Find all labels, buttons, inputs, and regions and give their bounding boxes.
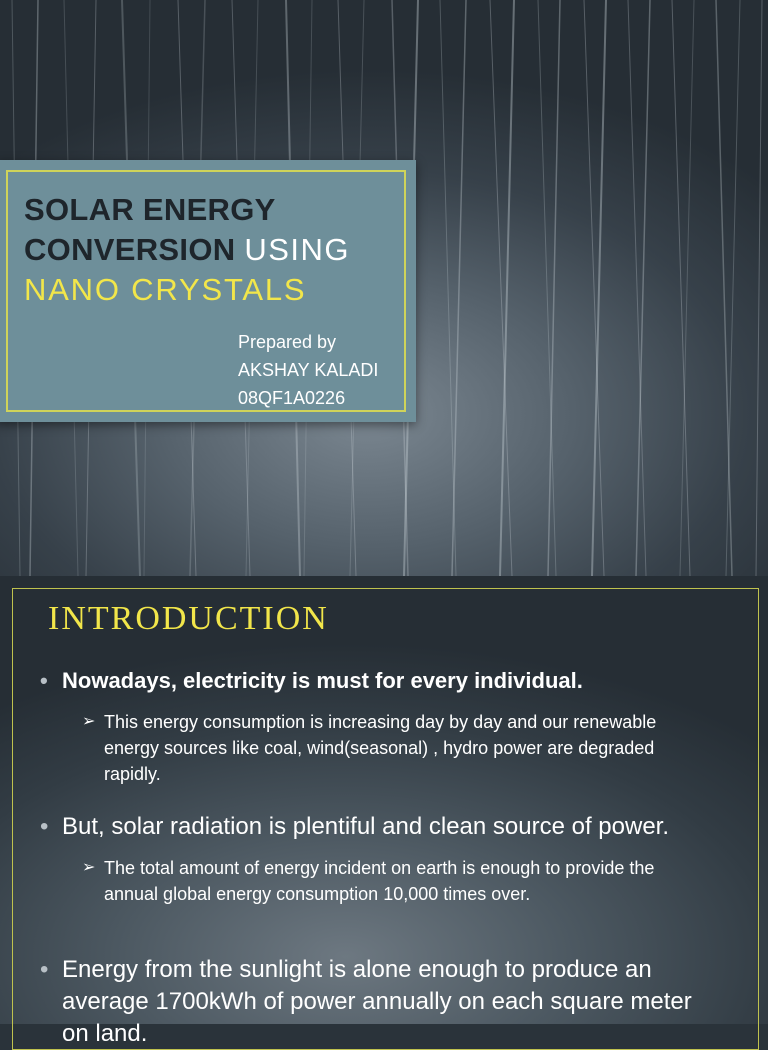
slide-heading: INTRODUCTION	[48, 600, 329, 637]
prepared-by-label: Prepared by	[238, 332, 337, 352]
author-block	[238, 328, 378, 412]
sub-bullet-1-text: This energy consumption is increasing day by day and our renewable energy sources like coal, wind(seasonal) , hydro power are degraded rapidly.	[104, 712, 657, 784]
title-line-2b: USING	[244, 232, 351, 267]
title-line-1: SOLAR ENERGY	[24, 192, 276, 227]
author-name: AKSHAY KALADI	[238, 360, 379, 380]
sub-bullet-1	[82, 709, 684, 787]
arrow-bullet-icon: ➢	[82, 859, 96, 876]
sub-bullet-2	[82, 855, 684, 907]
introduction-slide	[0, 576, 768, 1047]
title-line-3: NANO CRYSTALS	[24, 272, 307, 307]
arrow-bullet-icon: ➢	[82, 713, 96, 730]
title-line-2a: CONVERSION	[24, 232, 245, 267]
bullet-1: • Nowadays, electricity is must for every individual.	[62, 668, 583, 694]
bullet-2: • But, solar radiation is plentiful and clean source of power.	[62, 812, 702, 842]
slide-title	[24, 190, 350, 310]
bullet-3: • Energy from the sunlight is alone enough to produce an average 1700kWh of power annually on each square meter on land.	[62, 954, 712, 1050]
sub-bullet-2-text: The total amount of energy incident on earth is enough to provide the annual global energy consumption 10,000 times over.	[104, 858, 655, 904]
author-id: 08QF1A0226	[238, 388, 346, 408]
